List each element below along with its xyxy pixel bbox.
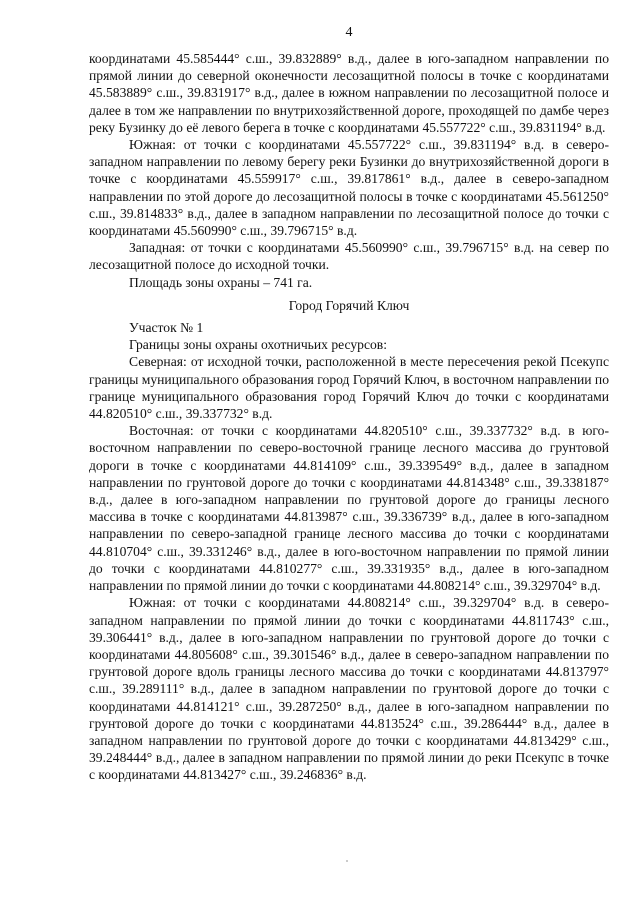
- paragraph-area: Площадь зоны охраны – 741 га.: [129, 274, 313, 290]
- paragraph-northern-boundary: Северная: от исходной точки, расположенной в месте пересечения рекой Псекупс границы муниципального образования город Горячий Ключ, в восточном направлении по границе муниципального образования город Горячий Ключ до точки с координатами 44.820510° с.ш., 39.337732° в.д.: [89, 354, 609, 422]
- paragraph-eastern-continued: координатами 45.585444° с.ш., 39.832889° в.д., далее в юго-западном направлении по прямой линии до северной оконечности лесозащитной полосы в точке с координатами 45.583889° с.ш., 39.831917° в.д., далее в южном направлении по лесозащитной полосе и далее в том же направлении по внутрихозяйственной дороге, проходящей по дамбе через реку Бузинку до её левого берега в точке с координатами 45.557722° с.ш., 39.831194° в.д.: [89, 51, 609, 135]
- section-title: Город Горячий Ключ: [288, 297, 410, 313]
- paragraph-southern-boundary: Южная: от точки с координатами 45.557722° с.ш., 39.831194° в.д. в северо-западном направлении по левому берегу реки Бузинки до внутрихозяйственной дороги в точке с координатами 45.559917° с.ш., 39.817861° в.д., далее в северо-западном направлении по этой дороге до лесозащитной полосы в точке с координатами 45.561250° с.ш., 39.814833° в.д., далее в западном направлении по лесозащитной полосе до точки с координатами 45.560990° с.ш., 39.796715° в.д.: [89, 137, 609, 239]
- document-page: [89, 24, 609, 784]
- paragraph-southern-boundary-2: Южная: от точки с координатами 44.808214° с.ш., 39.329704° в.д. в северо-западном направлении по прямой линии до точки с координатами 44.811743° с.ш., 39.306441° в.д., далее в юго-западном направлении по грунтовой дороге до точки с координатами 44.805608° с.ш., 39.301546° в.д., далее в северо-западном направлении по грунтовой дороге вдоль границы лесного массива до точки с координатами 44.813797° с.ш., 39.289111° в.д., далее в западном направлении по грунтовой дороге до точки с координатами 44.814121° с.ш., 39.287250° в.д., далее в юго-западном направлении по грунтовой дороге до точки с координатами 44.813524° с.ш., 39.286444° в.д., далее в западном направлении по грунтовой дороге до точки с координатами 44.813429° с.ш., 39.248444° в.д., далее в западном направлении по прямой линии до реки Псекупс в точке с координатами 44.813427° с.ш., 39.246836° в.д.: [89, 595, 609, 783]
- scan-speck: [346, 860, 348, 862]
- paragraph-boundaries-heading: Границы зоны охраны охотничьих ресурсов:: [129, 337, 387, 353]
- paragraph-plot-number: Участок № 1: [129, 320, 204, 336]
- paragraph-eastern-boundary: Восточная: от точки с координатами 44.820510° с.ш., 39.337732° в.д. в юго-восточном направлении по северо-восточной границе лесного массива до грунтовой дороги в точке с координатами 44.814109° с.ш., 39.339549° в.д., далее в западном направлении по грунтовой дороге до точки с координатами 44.814348° с.ш., 39.338187° в.д., далее в юго-западном направлении по грунтовой дороге до границы лесного массива в точке с координатами 44.813987° с.ш., 39.336739° в.д., далее в юго-западном направлении по северо-западной границе лесного массива до точки с координатами 44.810704° с.ш., 39.331246° в.д., далее в юго-восточном направлении по прямой линии до точки с координатами 44.810277° с.ш., 39.331935° в.д., далее в юго-западном направлении по прямой линии до точки с координатами 44.808214° с.ш., 39.329704° в.д.: [89, 423, 609, 594]
- paragraph-western-boundary: Западная: от точки с координатами 45.560990° с.ш., 39.796715° в.д. на север по лесозащитной полосе до исходной точки.: [89, 240, 609, 273]
- page-number: 4: [345, 25, 353, 40]
